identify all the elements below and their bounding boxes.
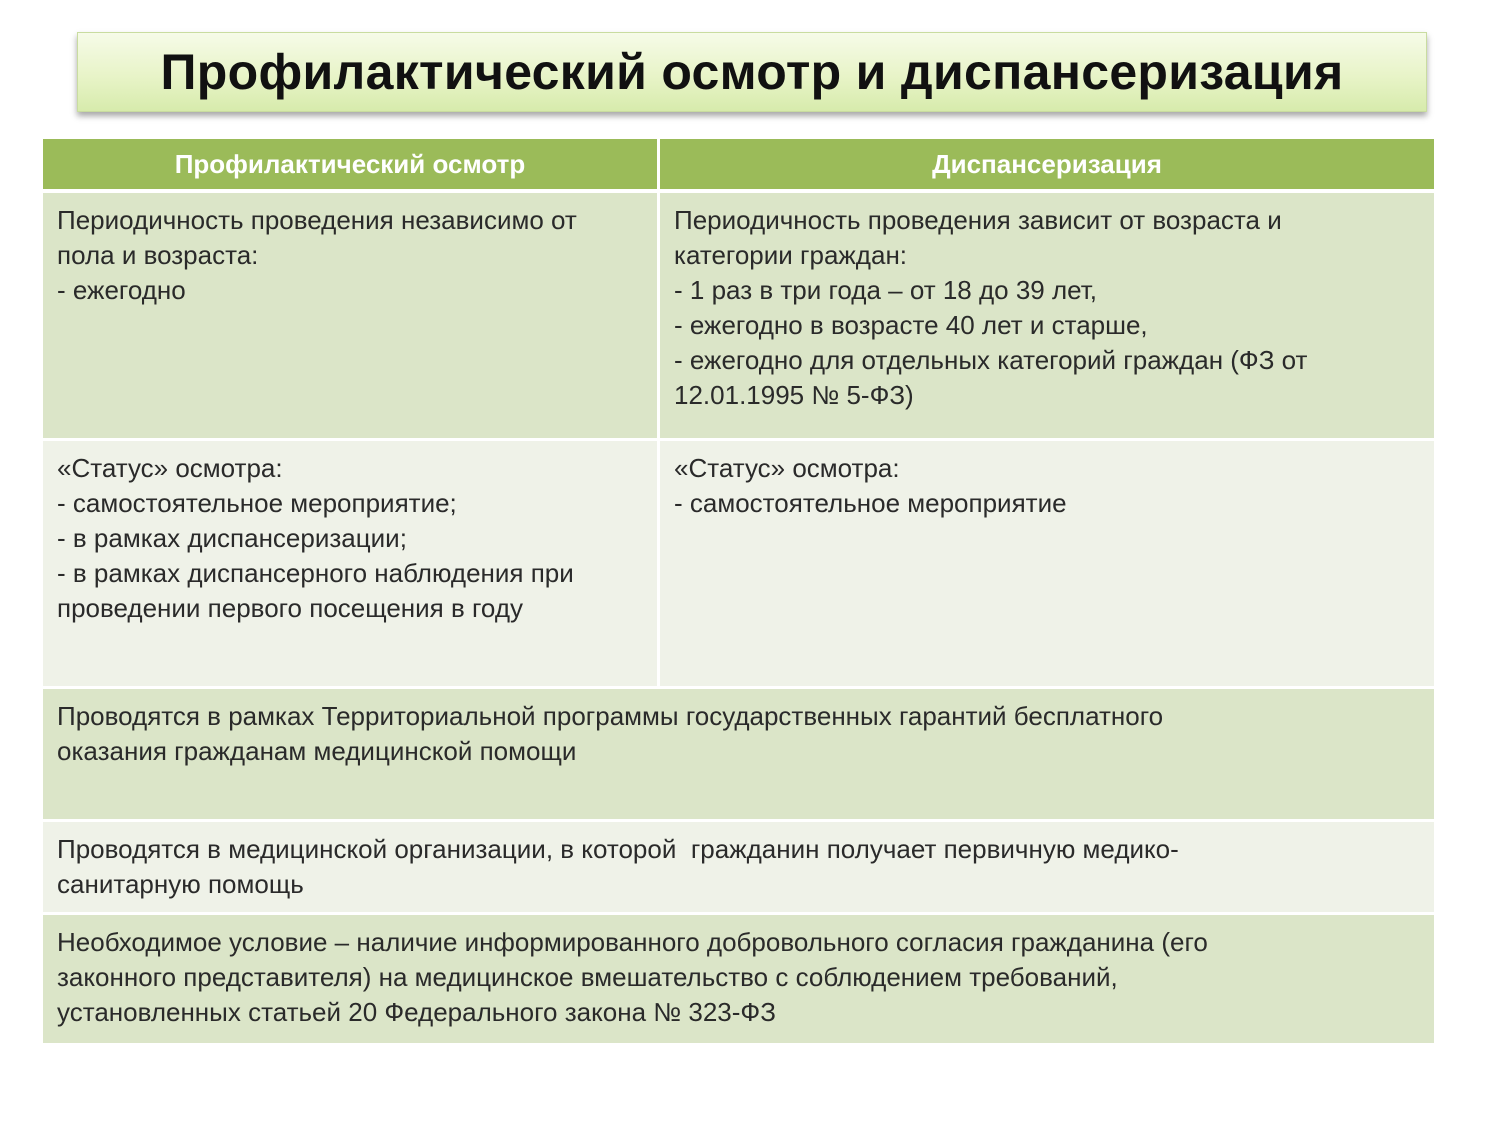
cell-medical-organization xyxy=(43,822,1434,912)
cell-line: - в рамках диспансеризации; xyxy=(57,523,407,553)
cell-line: 12.01.1995 № 5-ФЗ) xyxy=(674,380,914,410)
cell-line: - в рамках диспансерного наблюдения при xyxy=(57,558,574,588)
comparison-table xyxy=(43,139,1434,1043)
header-dispensarization: Диспансеризация xyxy=(660,139,1434,189)
cell-line: пола и возраста: xyxy=(57,240,259,270)
cell-line: - ежегодно в возрасте 40 лет и старше, xyxy=(674,310,1148,340)
cell-line: Проводятся в рамках Территориальной программы государственных гарантий бесплатного xyxy=(57,701,1164,731)
cell-periodicity-exam xyxy=(43,193,657,438)
cell-line: установленных статьей 20 Федерального закона № 323-ФЗ xyxy=(57,997,776,1027)
cell-line: проведении первого посещения в году xyxy=(57,593,523,623)
page-title: Профилактический осмотр и диспансеризация xyxy=(160,44,1344,100)
cell-line: Проводятся в медицинской организации, в которой гражданин получает первичную медико- xyxy=(57,834,1179,864)
table-header-row xyxy=(43,139,1434,189)
cell-territorial-program xyxy=(43,689,1434,819)
cell-line: Периодичность проведения зависит от возраста и xyxy=(674,205,1282,235)
table-row xyxy=(43,915,1434,1043)
cell-status-dispensarization xyxy=(660,441,1434,686)
cell-line: санитарную помощь xyxy=(57,869,304,899)
cell-line: Необходимое условие – наличие информированного добровольного согласия гражданина (его xyxy=(57,927,1208,957)
cell-periodicity-dispensarization xyxy=(660,193,1434,438)
cell-line: «Статус» осмотра: xyxy=(674,453,900,483)
cell-line: Периодичность проведения независимо от xyxy=(57,205,577,235)
table-row xyxy=(43,689,1434,819)
cell-line: законного представителя) на медицинское вмешательство с соблюдением требований, xyxy=(57,962,1118,992)
cell-line: «Статус» осмотра: xyxy=(57,453,283,483)
table-row xyxy=(43,193,1434,438)
cell-consent-condition xyxy=(43,915,1434,1043)
cell-line: - ежегодно для отдельных категорий граждан (ФЗ от xyxy=(674,345,1308,375)
cell-line: - ежегодно xyxy=(57,275,186,305)
table-row xyxy=(43,441,1434,686)
table-row xyxy=(43,822,1434,912)
cell-line: - 1 раз в три года – от 18 до 39 лет, xyxy=(674,275,1098,305)
cell-line: категории граждан: xyxy=(674,240,908,270)
cell-line: оказания гражданам медицинской помощи xyxy=(57,736,577,766)
title-banner xyxy=(77,32,1427,112)
cell-status-exam xyxy=(43,441,657,686)
cell-line: - самостоятельное мероприятие; xyxy=(57,488,457,518)
cell-line: - самостоятельное мероприятие xyxy=(674,488,1067,518)
header-prophylactic-exam: Профилактический осмотр xyxy=(43,139,657,189)
